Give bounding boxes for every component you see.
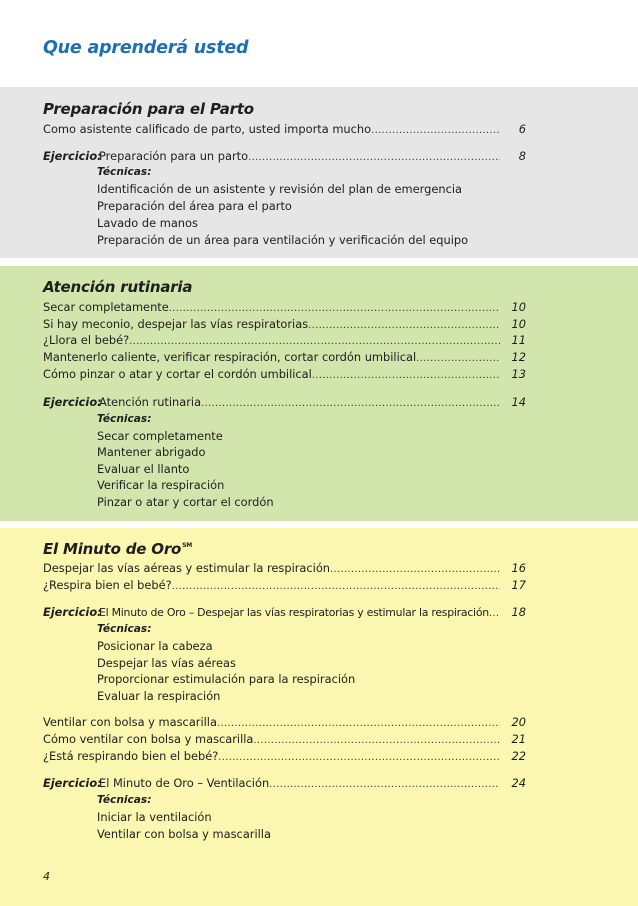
technique-item: Secar completamente — [97, 429, 223, 443]
leader-dots — [330, 562, 500, 578]
leader-dots — [169, 301, 500, 317]
service-mark: SM — [182, 542, 193, 549]
exercise-text: El Minuto de Oro – Despejar las vías respiratorias y estimular la respiración — [99, 606, 489, 619]
toc-entry-text: Ventilar con bolsa y mascarilla — [43, 715, 217, 729]
leader-dots — [269, 777, 500, 793]
toc-entry-page: 21 — [511, 732, 526, 746]
exercise-page: 14 — [511, 395, 526, 409]
toc-entry-text: Despejar las vías aéreas y estimular la respiración — [43, 561, 331, 575]
toc-entry[interactable] — [43, 731, 526, 747]
technique-item: Identificación de un asistente y revisión del plan de emergencia — [97, 182, 462, 196]
technique-item: Mantener abrigado — [97, 445, 206, 459]
exercise-text: El Minuto de Oro – Ventilación — [99, 776, 270, 790]
techniques-label: Técnicas: — [97, 623, 152, 635]
leader-dots — [218, 750, 500, 766]
toc-entry[interactable] — [43, 714, 526, 730]
leader-dots — [371, 123, 500, 139]
exercise-entry[interactable] — [43, 775, 526, 791]
toc-entry-page: 10 — [511, 300, 526, 314]
technique-item: Posicionar la cabeza — [97, 639, 213, 653]
toc-entry-page: 17 — [511, 578, 526, 592]
toc-entry[interactable] — [43, 299, 526, 315]
toc-entry-text: Si hay meconio, despejar las vías respiratorias — [43, 317, 309, 331]
technique-item: Ventilar con bolsa y mascarilla — [97, 827, 271, 841]
toc-entry-text: Cómo ventilar con bolsa y mascarilla — [43, 732, 254, 746]
toc-entry-page: 20 — [511, 715, 526, 729]
exercise-entry[interactable] — [43, 604, 526, 620]
toc-entry-page: 16 — [511, 561, 526, 575]
toc-entry[interactable] — [43, 332, 526, 348]
leader-dots — [129, 334, 500, 350]
page-title: Que aprenderá usted — [43, 38, 249, 58]
toc-entry-text: Secar completamente — [43, 300, 169, 314]
toc-entry-page: 6 — [518, 122, 526, 136]
section-title-minuto-de-oro: El Minuto de Oro℠ — [43, 540, 193, 558]
toc-entry-text: ¿Llora el bebé? — [43, 333, 130, 347]
exercise-text: Preparación para un parto — [99, 149, 249, 163]
toc-entry[interactable] — [43, 577, 526, 593]
exercise-entry[interactable] — [43, 148, 526, 164]
exercise-label: Ejercicio: — [43, 605, 102, 619]
section-title-atencion: Atención rutinaria — [43, 278, 193, 296]
techniques-label: Técnicas: — [97, 166, 152, 178]
exercise-label: Ejercicio: — [43, 149, 102, 163]
leader-dots — [248, 150, 500, 166]
page-number: 4 — [43, 870, 50, 883]
section-title-preparacion: Preparación para el Parto — [43, 100, 254, 118]
technique-item: Verificar la respiración — [97, 478, 225, 492]
leader-dots — [217, 716, 500, 732]
toc-entry[interactable] — [43, 560, 526, 576]
toc-entry-text: Mantenerlo caliente, verificar respiración, cortar cordón umbilical — [43, 350, 417, 364]
toc-entry[interactable] — [43, 349, 526, 365]
leader-dots — [489, 606, 500, 622]
technique-item: Evaluar la respiración — [97, 689, 221, 703]
exercise-page: 8 — [518, 149, 526, 163]
leader-dots — [201, 396, 500, 412]
exercise-page: 18 — [511, 605, 526, 619]
technique-item: Evaluar el llanto — [97, 462, 190, 476]
technique-item: Preparación del área para el parto — [97, 199, 292, 213]
toc-entry-page: 10 — [511, 317, 526, 331]
technique-item: Lavado de manos — [97, 216, 198, 230]
technique-item: Iniciar la ventilación — [97, 810, 212, 824]
toc-entry[interactable] — [43, 316, 526, 332]
exercise-label: Ejercicio: — [43, 776, 102, 790]
technique-item: Despejar las vías aéreas — [97, 656, 236, 670]
toc-entry-text: ¿Respira bien el bebé? — [43, 578, 172, 592]
technique-item: Preparación de un área para ventilación y verificación del equipo — [97, 233, 469, 247]
toc-entry[interactable] — [43, 748, 526, 764]
techniques-label: Técnicas: — [97, 413, 152, 425]
toc-entry[interactable] — [43, 366, 526, 382]
technique-item: Pinzar o atar y cortar el cordón — [97, 495, 274, 509]
toc-entry-page: 13 — [511, 367, 526, 381]
toc-entry-page: 12 — [511, 350, 526, 364]
toc-entry-text: Cómo pinzar o atar y cortar el cordón umbilical — [43, 367, 312, 381]
exercise-page: 24 — [511, 776, 526, 790]
toc-entry-page: 22 — [511, 749, 526, 763]
leader-dots — [172, 579, 500, 595]
leader-dots — [312, 368, 500, 384]
toc-entry-text: Como asistente calificado de parto, usted importa mucho — [43, 122, 372, 136]
toc-entry-page: 11 — [511, 333, 526, 347]
techniques-label: Técnicas: — [97, 794, 152, 806]
exercise-text: Atención rutinaria — [99, 395, 202, 409]
leader-dots — [253, 733, 500, 749]
technique-item: Proporcionar estimulación para la respiración — [97, 672, 356, 686]
toc-entry-text: ¿Está respirando bien el bebé? — [43, 749, 219, 763]
toc-entry[interactable] — [43, 121, 526, 137]
exercise-entry[interactable] — [43, 394, 526, 410]
exercise-label: Ejercicio: — [43, 395, 102, 409]
leader-dots — [416, 351, 500, 367]
